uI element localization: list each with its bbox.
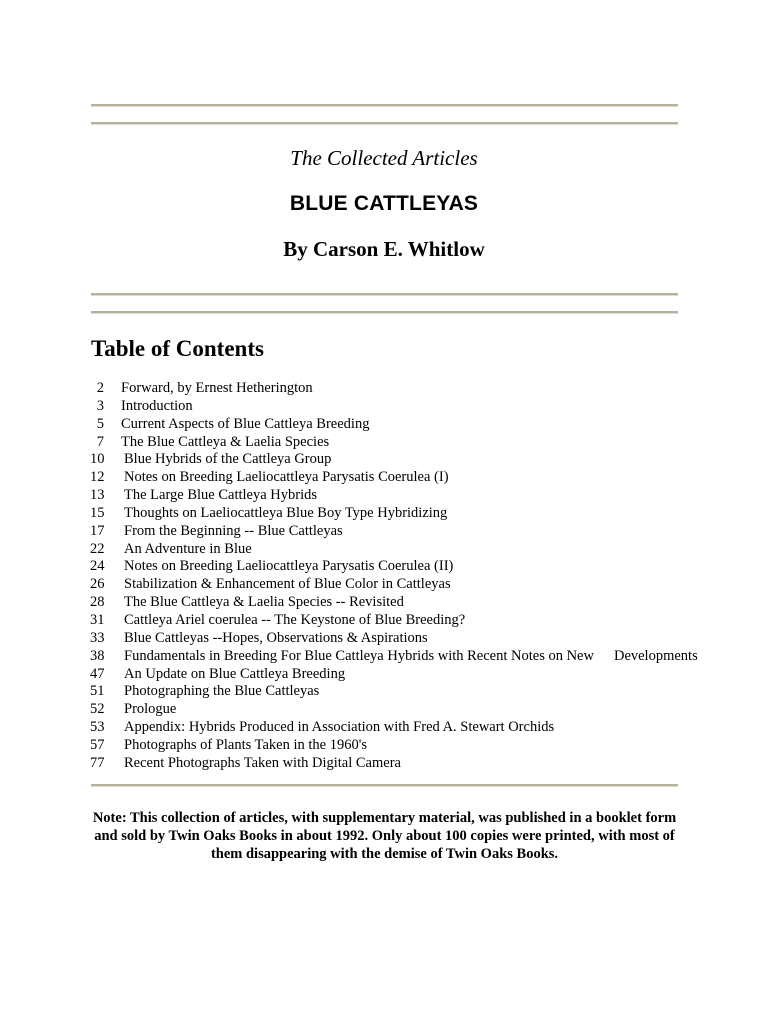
toc-entry xyxy=(0,558,768,576)
toc-page-number: 5 xyxy=(96,415,104,432)
toc-entry-title: Forward, by Ernest Hetherington xyxy=(121,380,313,396)
toc-page-number: 26 xyxy=(90,576,105,593)
toc-entry xyxy=(0,701,768,719)
bottom-divider xyxy=(91,784,678,787)
toc-page-number: 15 xyxy=(90,504,105,521)
toc-page-number: 22 xyxy=(90,540,105,557)
publication-note: Note: This collection of articles, with supplementary material, was published in a booklet form and sold by Twin Oaks Books in about 1992. Only about 100 copies were printed, with most of them disappearing with the demise of Twin Oaks Books. xyxy=(92,810,677,862)
toc-page-number: 31 xyxy=(90,611,105,628)
toc-entry xyxy=(0,612,768,630)
toc-entry-title: Stabilization & Enhancement of Blue Color in Cattleyas xyxy=(124,576,451,593)
toc-entry xyxy=(0,648,768,666)
toc-entry xyxy=(0,505,768,523)
toc-page-number: 13 xyxy=(90,487,105,504)
toc-page-number: 24 xyxy=(90,558,105,575)
toc-entry xyxy=(0,487,768,505)
toc-page-number: 57 xyxy=(90,736,105,753)
toc-page-number: 38 xyxy=(90,647,105,664)
author-line: By Carson E. Whitlow xyxy=(283,237,485,261)
toc-entry-title: Notes on Breeding Laeliocattleya Parysatis Coerulea (I) xyxy=(124,469,449,486)
toc-entry xyxy=(0,683,768,701)
book-title: BLUE CATTLEYAS xyxy=(289,192,479,215)
toc-entry-title: Introduction xyxy=(121,397,193,414)
toc-page-number: 77 xyxy=(90,754,105,771)
toc-entry-title: The Large Blue Cattleya Hybrids xyxy=(124,487,318,504)
toc-page-number: 12 xyxy=(90,469,105,486)
top-divider-1 xyxy=(91,104,678,107)
toc-entry xyxy=(0,434,768,452)
collection-subtitle: The Collected Articles xyxy=(290,146,478,170)
toc-entry-title: An Update on Blue Cattleya Breeding xyxy=(124,665,346,682)
toc-entry-title: Prologue xyxy=(124,701,177,718)
toc-entry-title: Current Aspects of Blue Cattleya Breeding xyxy=(121,415,370,432)
middle-divider-2 xyxy=(91,311,678,314)
toc-entry xyxy=(0,630,768,648)
middle-divider-1 xyxy=(91,293,678,296)
toc-entry xyxy=(0,469,768,487)
toc-entry xyxy=(0,737,768,755)
toc-page-number: 7 xyxy=(96,433,104,450)
toc-entry-title: From the Beginning -- Blue Cattleyas xyxy=(124,522,343,539)
toc-entry-title: Photographing the Blue Cattleyas xyxy=(124,683,320,700)
toc-entry xyxy=(0,719,768,737)
toc-entry-title-tail: Developments xyxy=(613,647,698,664)
toc-page-number: 28 xyxy=(90,594,105,611)
toc-page-number: 33 xyxy=(90,629,105,646)
toc-entry-title: Notes on Breeding Laeliocattleya Parysatis Coerulea (II) xyxy=(124,558,454,575)
toc-entry xyxy=(0,523,768,541)
toc-entry xyxy=(0,398,768,416)
toc-entry xyxy=(0,576,768,594)
toc-entry-title: An Adventure in Blue xyxy=(124,540,252,557)
toc-entry-title: Fundamentals in Breeding For Blue Cattleya Hybrids with Recent Notes on New xyxy=(124,647,594,664)
toc-page-number: 2 xyxy=(96,380,104,396)
toc-entry-title-wrap xyxy=(124,648,698,666)
toc-entry xyxy=(0,541,768,559)
toc-page-number: 53 xyxy=(90,719,105,736)
toc-entry-title: Recent Photographs Taken with Digital Camera xyxy=(124,754,401,771)
toc-list xyxy=(0,380,768,773)
toc-entry-title: Cattleya Ariel coerulea -- The Keystone of Blue Breeding? xyxy=(124,611,466,628)
toc-entry-title: Blue Cattleyas --Hopes, Observations & Aspirations xyxy=(124,629,428,646)
toc-entry xyxy=(0,380,768,398)
toc-entry xyxy=(0,594,768,612)
toc-entry-title: Appendix: Hybrids Produced in Association with Fred A. Stewart Orchids xyxy=(124,719,555,736)
toc-page-number: 47 xyxy=(90,665,105,682)
toc-entry-title: The Blue Cattleya & Laelia Species xyxy=(121,433,330,450)
toc-entry-title: Blue Hybrids of the Cattleya Group xyxy=(124,451,332,468)
toc-page-number: 10 xyxy=(90,451,105,468)
toc-page-number: 52 xyxy=(90,701,105,718)
toc-page-number: 17 xyxy=(90,522,105,539)
top-divider-2 xyxy=(91,122,678,125)
toc-page-number: 3 xyxy=(96,397,104,414)
toc-entry xyxy=(0,451,768,469)
toc-entry xyxy=(0,755,768,773)
toc-entry-title: Photographs of Plants Taken in the 1960's xyxy=(124,736,367,753)
toc-entry-title: Thoughts on Laeliocattleya Blue Boy Type Hybridizing xyxy=(124,504,448,521)
toc-page-number: 51 xyxy=(90,683,105,700)
toc-entry xyxy=(0,666,768,684)
toc-entry xyxy=(0,416,768,434)
toc-entry-title: The Blue Cattleya & Laelia Species -- Revisited xyxy=(124,594,404,611)
toc-heading: Table of Contents xyxy=(91,336,264,361)
